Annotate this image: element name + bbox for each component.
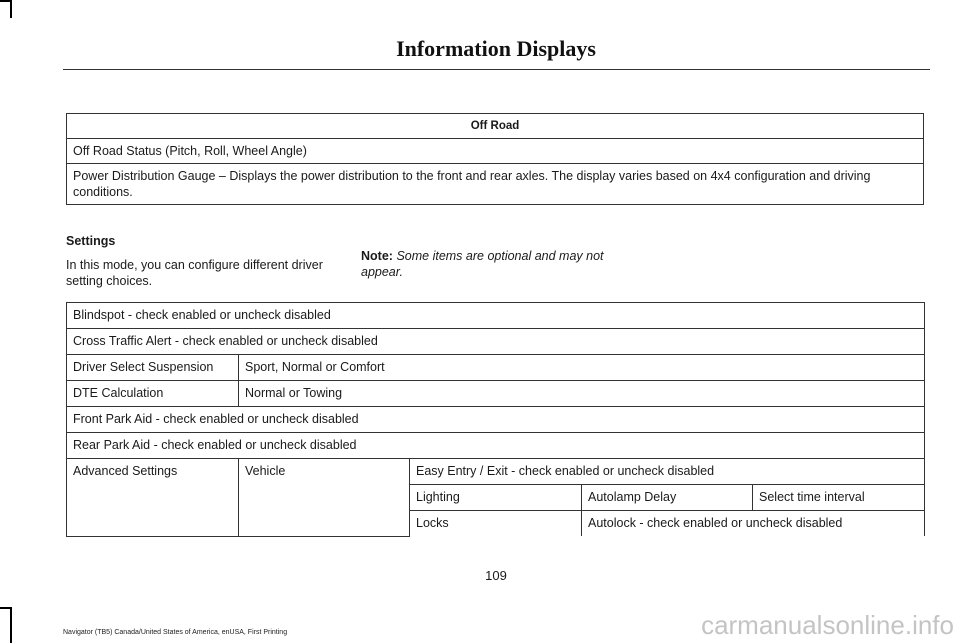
dte-label: DTE Calculation	[67, 381, 239, 407]
table-row: Rear Park Aid - check enabled or uncheck disabled	[67, 433, 925, 459]
locks-label: Locks	[410, 511, 582, 537]
watermark: carmanualsonline.info	[701, 610, 954, 640]
note-label: Note:	[361, 249, 393, 263]
crop-mark	[10, 0, 12, 18]
table-row: Blindspot - check enabled or uncheck disabled	[67, 303, 925, 329]
crop-mark	[0, 607, 10, 609]
settings-description: In this mode, you can configure different driver setting choices.	[66, 258, 323, 288]
table-row: Power Distribution Gauge – Displays the power distribution to the front and rear axles. The display varies based on 4x4 configuration and driving conditions.	[67, 164, 924, 205]
easy-entry-option: Easy Entry / Exit - check enabled or uncheck disabled	[410, 459, 925, 485]
off-road-heading: Off Road	[67, 114, 924, 139]
table-row: Off Road Status (Pitch, Roll, Wheel Angle)	[67, 139, 924, 164]
table-row: Cross Traffic Alert - check enabled or uncheck disabled	[67, 329, 925, 355]
driver-select-value: Sport, Normal or Comfort	[239, 355, 925, 381]
table-row: Front Park Aid - check enabled or uncheck disabled	[67, 407, 925, 433]
page-header-title: Information Displays	[396, 36, 596, 61]
settings-table	[66, 302, 925, 537]
header-rule	[63, 69, 930, 70]
settings-heading: Settings	[66, 234, 116, 248]
page-number: 109	[485, 568, 507, 583]
autolamp-delay-label: Autolamp Delay	[582, 485, 753, 511]
driver-select-label: Driver Select Suspension	[67, 355, 239, 381]
crop-mark	[10, 607, 12, 643]
advanced-settings-label: Advanced Settings	[67, 459, 239, 537]
crop-mark	[0, 0, 10, 2]
note-text: Some items are optional and may not appear.	[361, 249, 604, 279]
select-time-interval: Select time interval	[753, 485, 925, 511]
footer-text: Navigator (TB5) Canada/United States of America, enUSA, First Printing	[63, 629, 288, 636]
off-road-table	[66, 113, 924, 205]
dte-value: Normal or Towing	[239, 381, 925, 407]
autolock-option: Autolock - check enabled or uncheck disabled	[582, 511, 925, 537]
lighting-label: Lighting	[410, 485, 582, 511]
vehicle-label: Vehicle	[239, 459, 410, 537]
note-paragraph	[361, 248, 646, 280]
